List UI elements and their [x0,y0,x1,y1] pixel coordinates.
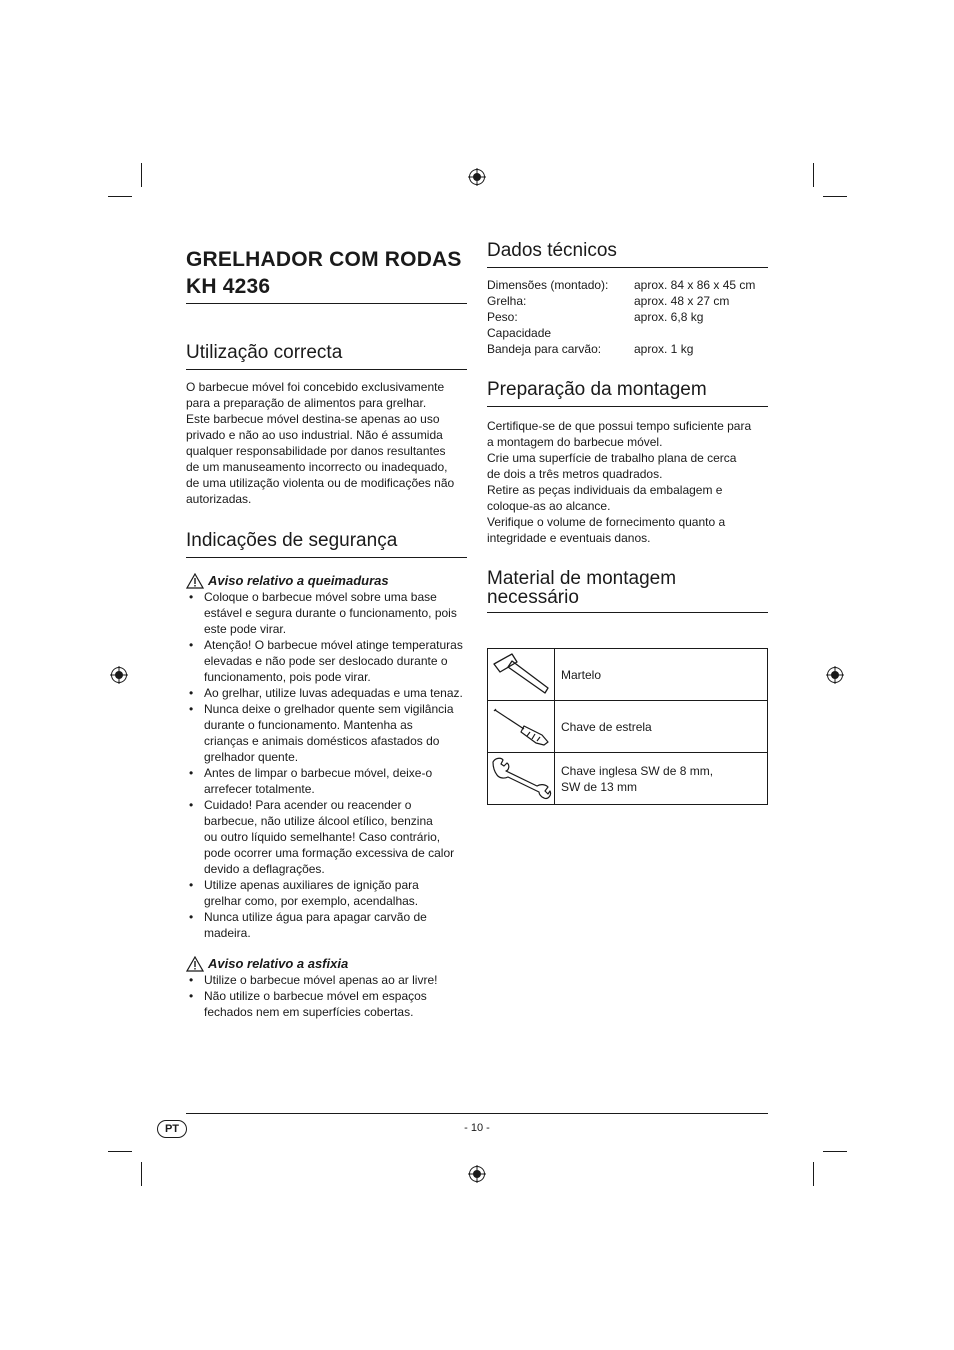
left-column [186,246,467,1020]
warning-heading-burns [186,573,467,589]
text-line: ou outro líquido semelhante! Caso contrário, [204,830,441,844]
registration-mark-icon [468,168,486,186]
spec-value [634,325,755,341]
text-line: coloque-as ao alcance. [487,499,611,513]
text-line: de dois a três metros quadrados. [487,467,663,481]
table-row [488,701,768,753]
text-line: devido a deflagrações. [204,862,325,876]
title-line: KH 4236 [186,275,271,298]
text-line: Verifique o volume de fornecimento quanto a [487,515,726,529]
list-item [186,765,467,797]
text-line: integridade e eventuais danos. [487,531,651,545]
tool-icon-cell [488,701,555,753]
page-number: - 10 - [464,1122,490,1134]
text-line: • Não utilize o barbecue móvel em espaços [204,989,427,1003]
text-line: pode ocorrer uma formação excessiva de calor [204,846,455,860]
list-item [186,972,467,988]
tool-label-line: Chave inglesa SW de 8 mm, [561,763,714,778]
table-row [487,309,755,325]
preparacao-text [487,418,768,546]
table-row [487,341,755,357]
tools-table [487,648,768,805]
heading-line: Material de montagem [487,568,677,589]
list-item [186,988,467,1020]
text-line: qualquer responsabilidade por danos resultantes [186,444,446,458]
text-line: arrefecer totalmente. [204,782,315,796]
text-line: • Ao grelhar, utilize luvas adequadas e uma tenaz. [204,686,463,700]
crop-mark [141,1162,142,1186]
text-line: fechados nem em superfícies cobertas. [204,1005,414,1019]
right-column [487,240,768,805]
tool-label-line: SW de 13 mm [561,779,638,794]
text-line: funcionamento, pois pode virar. [204,670,371,684]
spec-label: Bandeja para carvão: [487,342,602,356]
registration-mark-icon [826,666,844,684]
hammer-icon [490,650,552,696]
text-line: • Nunca utilize água para apagar carvão de [204,910,427,924]
section-heading-preparacao: Preparação da montagem [487,379,768,407]
text-line: Crie uma superfície de trabalho plana de cerca [487,451,737,465]
spec-value: aprox. 84 x 86 x 45 cm [634,278,756,292]
warning-triangle-icon [186,573,204,589]
crop-mark [813,1162,814,1186]
text-line: madeira. [204,926,251,940]
text-line: de uma utilização violenta ou de modificações não [186,476,455,490]
text-line: Este barbecue móvel destina-se apenas ao uso [186,412,440,426]
text-line: • Utilize o barbecue móvel apenas ao ar livre! [204,973,438,987]
section-heading-seguranca: Indicações de segurança [186,530,467,558]
tool-icon-cell [488,753,555,805]
text-line: grelhar como, por exemplo, acendalhas. [204,894,419,908]
tool-label-line: Chave de estrela [561,719,652,734]
heading-line: necessário [487,587,579,608]
tool-label [555,649,768,701]
spec-label: Dimensões (montado): [487,278,609,292]
list-item [186,637,467,685]
tool-label [555,753,768,805]
text-line: • Antes de limpar o barbecue móvel, deixe-o [204,766,433,780]
warning-triangle-icon [186,956,204,972]
text-line: a montagem do barbecue móvel. [487,435,663,449]
tool-label [555,701,768,753]
table-row [488,649,768,701]
warning-list-burns [186,589,467,941]
warning-title: Aviso relativo a asfixia [208,956,349,971]
table-row [487,325,755,341]
crop-mark [108,1151,132,1152]
utilizacao-text [186,379,467,507]
crop-mark [813,163,814,187]
text-line: durante o funcionamento. Mantenha as [204,718,413,732]
text-line: O barbecue móvel foi concebido exclusivamente [186,380,445,394]
table-row [488,753,768,805]
text-line: • Nunca deixe o grelhador quente sem vigilância [204,702,454,716]
crop-mark [141,163,142,187]
language-badge: PT [157,1120,187,1138]
text-line: privado e não ao uso industrial. Não é assumida [186,428,443,442]
spec-label: Grelha: [487,294,527,308]
spec-label: Capacidade [487,326,552,340]
warning-list-asphyxia [186,972,467,1020]
registration-mark-icon [468,1165,486,1183]
crop-mark [823,196,847,197]
screwdriver-icon [490,702,552,748]
list-item [186,909,467,941]
text-line: estável e segura durante o funcionamento, pois [204,606,457,620]
registration-mark-icon [110,666,128,684]
table-row [487,293,755,309]
list-item [186,685,467,701]
text-line: • Cuidado! Para acender ou reacender o [204,798,412,812]
text-line: Retire as peças individuais da embalagem e [487,483,723,497]
spec-value: aprox. 6,8 kg [634,310,704,324]
product-title [186,246,467,304]
section-heading-material [487,569,768,613]
section-heading-utilizacao: Utilização correcta [186,342,467,370]
text-line: • Coloque o barbecue móvel sobre uma base [204,590,437,604]
text-line: de um manuseamento incorrecto ou inadequado, [186,460,448,474]
text-line: grelhador quente. [204,750,299,764]
list-item [186,877,467,909]
specs-table [487,277,755,357]
crop-mark [823,1151,847,1152]
section-heading-dados: Dados técnicos [487,240,768,268]
crop-mark [108,196,132,197]
wrench-icon [490,754,552,800]
list-item [186,797,467,877]
text-line: este pode virar. [204,622,287,636]
list-item [186,589,467,637]
tool-icon-cell [488,649,555,701]
spec-value: aprox. 48 x 27 cm [634,294,730,308]
footer-rule [186,1113,768,1114]
tool-label-line: Martelo [561,667,602,682]
text-line: • Atenção! O barbecue móvel atinge temperaturas [204,638,463,652]
text-line: barbecue, não utilize álcool etílico, benzina [204,814,433,828]
text-line: Certifique-se de que possui tempo suficiente para [487,419,752,433]
title-line: GRELHADOR COM RODAS [186,248,462,271]
warning-title: Aviso relativo a queimaduras [208,573,389,588]
list-item [186,701,467,765]
spec-value: aprox. 1 kg [634,342,694,356]
spec-label: Peso: [487,310,518,324]
text-line: elevadas e não pode ser deslocado durante o [204,654,448,668]
text-line: autorizadas. [186,492,252,506]
text-line: • Utilize apenas auxiliares de ignição para [204,878,419,892]
table-row [487,277,755,293]
warning-heading-asphyxia [186,956,467,972]
text-line: para a preparação de alimentos para grelhar. [186,396,427,410]
text-line: crianças e animais domésticos afastados do [204,734,440,748]
